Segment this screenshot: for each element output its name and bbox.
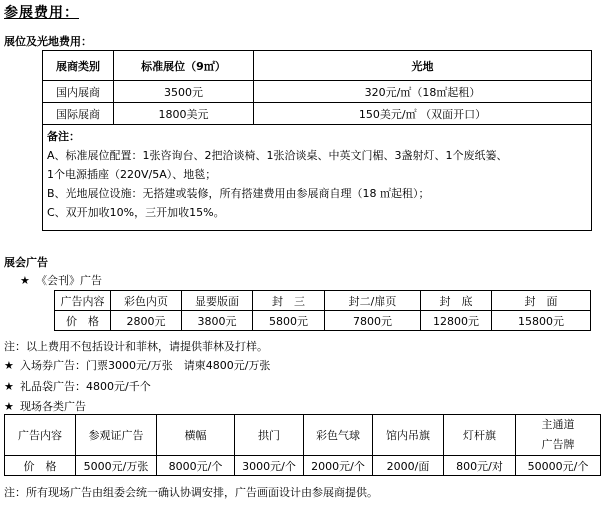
onsite-cell: 2000元/个 xyxy=(304,456,373,476)
journal-cell: 5800元 xyxy=(253,311,325,331)
ticket-ad-text: 入场券广告：门票3000元/万张 请柬4800元/万张 xyxy=(20,359,271,372)
journal-header: 封 面 xyxy=(492,291,591,311)
onsite-header: 馆内吊旗 xyxy=(373,415,444,456)
journal-note: 注：以上费用不包括设计和菲林，请提供菲林及打样。 xyxy=(4,340,268,353)
booth-fee-table xyxy=(42,50,592,231)
table-row xyxy=(43,103,592,125)
journal-ad-title xyxy=(20,272,102,288)
onsite-header: 灯杆旗 xyxy=(444,415,516,456)
onsite-header xyxy=(516,415,601,456)
onsite-cell: 3000元/个 xyxy=(235,456,304,476)
journal-cell: 价 格 xyxy=(55,311,111,331)
star-icon: ★ xyxy=(4,400,14,413)
star-icon: ★ xyxy=(20,274,30,287)
booth-header-raw-space: 光地 xyxy=(254,51,592,81)
booth-header-standard: 标准展位（9㎡） xyxy=(114,51,254,81)
onsite-note: 注：所有现场广告由组委会统一确认协调安排，广告画面设计由参展商提供。 xyxy=(4,486,378,499)
note-line: C、双开加收10%，三开加收15%。 xyxy=(47,206,225,219)
onsite-cell: 8000元/个 xyxy=(157,456,235,476)
note-line: A、标准展位配置：1张咨询台、2把洽谈椅、1张洽谈桌、中英文门楣、3盏射灯、1个废纸篓、 xyxy=(47,149,508,162)
page-title: 参展费用： xyxy=(4,5,79,21)
onsite-header: 横幅 xyxy=(157,415,235,456)
table-row xyxy=(43,81,592,103)
booth-cell: 国际展商 xyxy=(43,103,114,125)
journal-ad-table xyxy=(54,290,591,331)
onsite-ad-table xyxy=(4,414,601,476)
journal-cell: 12800元 xyxy=(421,311,492,331)
journal-cell: 2800元 xyxy=(111,311,182,331)
star-icon: ★ xyxy=(4,359,14,372)
onsite-cell: 价 格 xyxy=(5,456,76,476)
onsite-ad-title xyxy=(4,398,86,414)
journal-cell: 3800元 xyxy=(182,311,253,331)
onsite-header-line: 广告牌 xyxy=(541,438,575,451)
booth-cell: 150美元/㎡ （双面开口） xyxy=(254,103,592,125)
onsite-cell: 50000元/个 xyxy=(516,456,601,476)
onsite-header-line: 主通道 xyxy=(541,418,575,431)
onsite-header: 彩色气球 xyxy=(304,415,373,456)
star-icon: ★ xyxy=(4,380,14,393)
booth-cell: 国内展商 xyxy=(43,81,114,103)
journal-cell: 15800元 xyxy=(492,311,591,331)
journal-header: 封二/扉页 xyxy=(325,291,421,311)
table-row xyxy=(55,311,591,331)
ads-section-heading: 展会广告 xyxy=(4,256,48,269)
bag-ad-text: 礼品袋广告：4800元/千个 xyxy=(20,380,151,393)
booth-header-category: 展商类别 xyxy=(43,51,114,81)
onsite-cell: 2000/面 xyxy=(373,456,444,476)
booth-cell: 1800美元 xyxy=(114,103,254,125)
journal-header: 显要版面 xyxy=(182,291,253,311)
booth-section-heading: 展位及光地费用： xyxy=(4,35,92,48)
booth-notes xyxy=(43,125,592,231)
journal-cell: 7800元 xyxy=(325,311,421,331)
onsite-header: 参观证广告 xyxy=(76,415,157,456)
onsite-header: 拱门 xyxy=(235,415,304,456)
booth-cell: 320元/㎡（18㎡起租） xyxy=(254,81,592,103)
ticket-ad-line xyxy=(4,357,270,373)
booth-cell: 3500元 xyxy=(114,81,254,103)
table-row xyxy=(5,456,601,476)
journal-header: 封 三 xyxy=(253,291,325,311)
onsite-ad-label: 现场各类广告 xyxy=(20,400,86,413)
journal-header: 彩色内页 xyxy=(111,291,182,311)
note-line: 1个电源插座（220V/5A）、地毯； xyxy=(47,168,217,181)
journal-ad-label: 《会刊》广告 xyxy=(36,274,102,287)
onsite-cell: 5000元/万张 xyxy=(76,456,157,476)
journal-header: 广告内容 xyxy=(55,291,111,311)
bag-ad-line xyxy=(4,378,151,394)
note-line: B、光地展位设施：无搭建或装修，所有搭建费用由参展商自理（18 ㎡起租）； xyxy=(47,187,430,200)
onsite-header: 广告内容 xyxy=(5,415,76,456)
journal-header: 封 底 xyxy=(421,291,492,311)
onsite-cell: 800元/对 xyxy=(444,456,516,476)
notes-title: 备注： xyxy=(47,130,80,143)
